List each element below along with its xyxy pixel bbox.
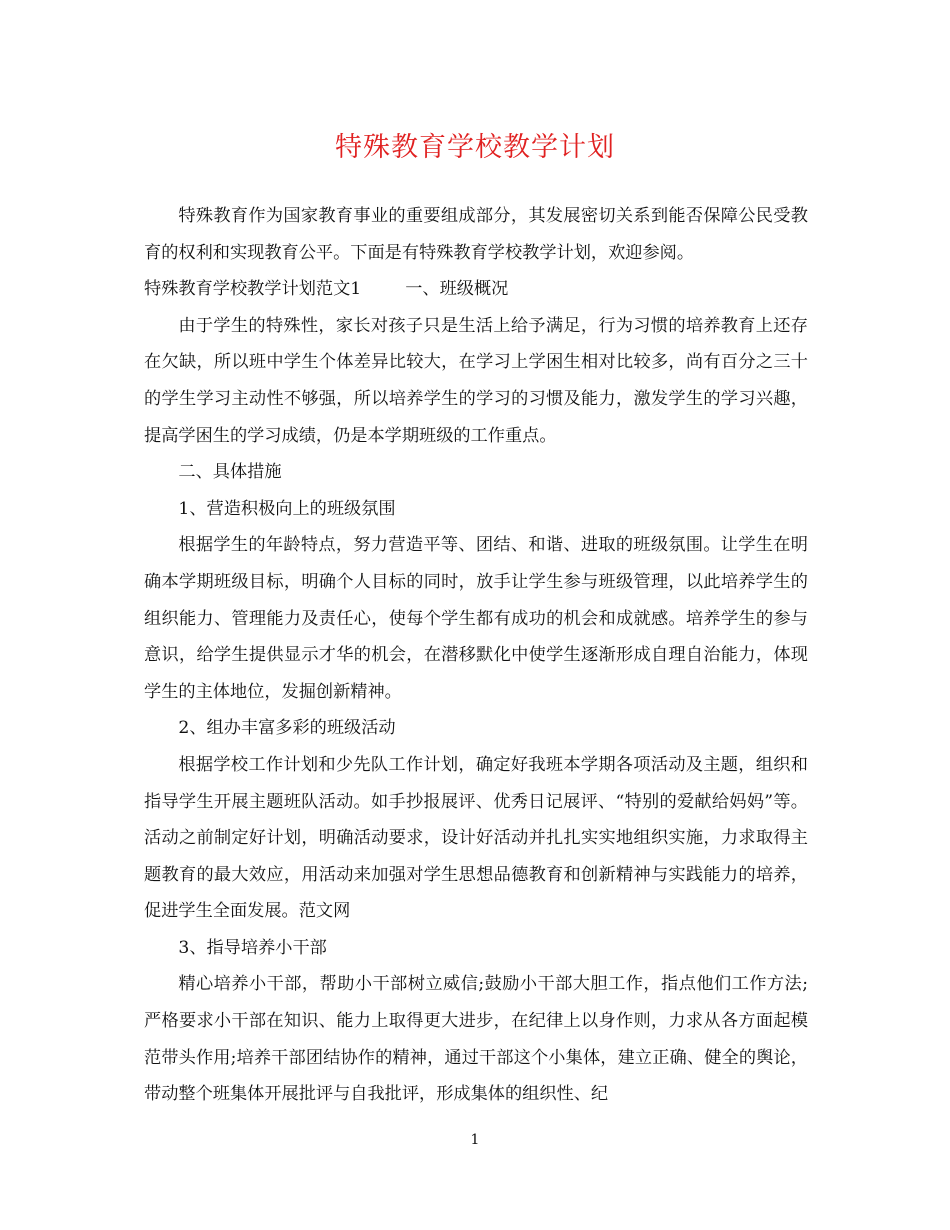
section-1-heading: 一、班级概况: [405, 279, 509, 300]
item-2-heading: 2、组办丰富多彩的班级活动: [178, 718, 396, 739]
item-3-heading: 3、指导培养小干部: [178, 937, 327, 958]
section-1-paragraph: 由于学生的特殊性，家长对孩子只是生活上给予满足，行为习惯的培养教育上还存在欠缺，所以班中学生个体差异比较大，在学习上学困生相对比较多，尚有百分之三十的学生学习主动性不够强，所以培养学生的学习的习惯及能力，激发学生的学习兴趣，提高学困生的学习成绩，仍是本学期班级的工作重点。: [144, 315, 808, 446]
item-1-paragraph: 根据学生的年龄特点，努力营造平等、团结、和谐、进取的班级氛围。让学生在明确本学期班级目标，明确个人目标的同时，放手让学生参与班级管理，以此培养学生的组织能力、管理能力及责任心，使每个学生都有成功的机会和成就感。培养学生的参与意识，给学生提供显示才华的机会，在潜移默化中使学生逐渐形成自理自治能力，体现学生的主体地位，发掘创新精神。: [144, 535, 808, 702]
document-body: [144, 198, 808, 1113]
intro-paragraph: 特殊教育作为国家教育事业的重要组成部分，其发展密切关系到能否保障公民受教育的权利和实现教育公平。下面是有特殊教育学校教学计划，欢迎参阅。: [144, 206, 808, 263]
item-2-paragraph: 根据学校工作计划和少先队工作计划，确定好我班本学期各项活动及主题，组织和指导学生开展主题班队活动。如手抄报展评、优秀日记展评、“特别的爱献给妈妈”等。活动之前制定好计划，明确活动要求，设计好活动并扎扎实实地组织实施，力求取得主题教育的最大效应，用活动来加强对学生思想品德教育和创新精神与实践能力的培养，促进学生全面发展。范文网: [144, 754, 808, 922]
sample-heading: 特殊教育学校教学计划范文1: [144, 279, 362, 300]
item-1-heading: 1、营造积极向上的班级氛围: [178, 498, 396, 519]
section-2-heading: 二、具体措施: [178, 462, 282, 483]
item-3-paragraph: 精心培养小干部，帮助小干部树立威信;鼓励小干部大胆工作，指点他们工作方法;严格要求小干部在知识、能力上取得更大进步，在纪律上以身作则，力求从各方面起模范带头作用;培养干部团结协作的精神，通过干部这个小集体，建立正确、健全的舆论，带动整个班集体开展批评与自我批评，形成集体的组织性、纪: [144, 974, 808, 1105]
page-number: 1: [470, 1132, 480, 1148]
sample-heading-line: [144, 271, 808, 308]
document-title: 特殊教育学校教学计划: [335, 132, 615, 163]
